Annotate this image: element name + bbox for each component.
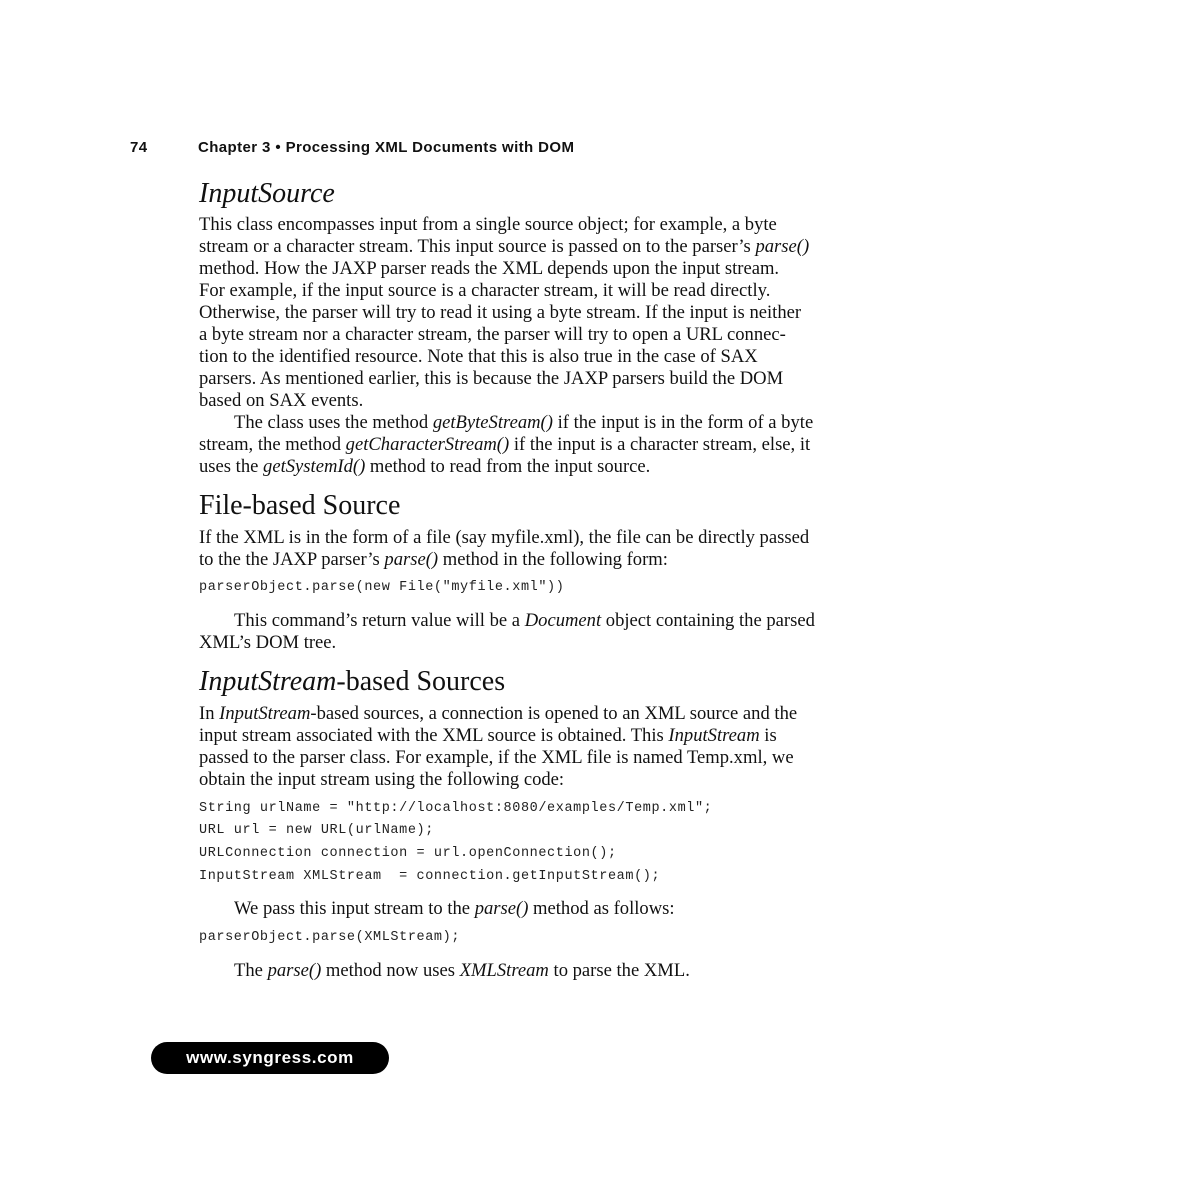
- paragraph-inputstream-description: In InputStream-based sources, a connection is opened to an XML source and the input stream associated with the XML source is obtained. This InputStream is passed to the parser class. For example, if the XML file is named Temp.xml, we obtain the input stream using the following code:: [199, 703, 798, 790]
- code-line: URL url = new URL(urlName);: [199, 823, 434, 838]
- section-heading-inputsource: InputSource: [199, 178, 335, 209]
- paragraph-inputsource-description: This class encompasses input from a single source object; for example, a byte stream or a character stream. This input source is passed on to the parser’s parse() method. How the JAXP parser reads the XML depends upon the input stream. For example, if the input source is a character stream, it will be read directly. Otherwise, the parser will try to read it using a byte stream. If the input is neither a byte stream nor a character stream, the parser will try to open a URL connec- tion to the identified resource. Note that this is also true in the case of SAX parsers. As mentioned earlier, this is because the JAXP parsers build the DOM based on SAX events.: [199, 214, 810, 411]
- section-heading-file-based-source: File-based Source: [199, 490, 401, 521]
- paragraph-file-based-description: If the XML is in the form of a file (say myfile.xml), the file can be directly passed to the the JAXP parser’s parse() method in the following form:: [199, 527, 810, 570]
- code-line: InputStream XMLStream = connection.getInputStream();: [199, 869, 661, 884]
- chapter-title: Chapter 3 • Processing XML Documents with DOM: [198, 139, 575, 156]
- section-heading-inputstream-sources: InputStream-based Sources: [199, 666, 506, 697]
- website-badge: www.syngress.com: [151, 1042, 389, 1074]
- paragraph-parse-method-uses: The parse() method now uses XMLStream to parse the XML.: [234, 960, 690, 981]
- code-line-parse-stream: parserObject.parse(XMLStream);: [199, 930, 461, 945]
- paragraph-pass-input-stream: We pass this input stream to the parse() method as follows:: [234, 898, 675, 919]
- paragraph-inputsource-methods: The class uses the method getByteStream() if the input is in the form of a byte stream, the method getCharacterStream() if the input is a character stream, else, it uses the getSystemId() method to read from the input source.: [199, 412, 814, 477]
- code-line: String urlName = "http://localhost:8080/examples/Temp.xml";: [199, 801, 713, 816]
- page-number: 74: [130, 139, 148, 156]
- code-line: URLConnection connection = url.openConnection();: [199, 846, 617, 861]
- paragraph-file-based-return: This command’s return value will be a Document object containing the parsed XML’s DOM tree.: [199, 610, 815, 653]
- code-line-parse-file: parserObject.parse(new File("myfile.xml")): [199, 580, 565, 595]
